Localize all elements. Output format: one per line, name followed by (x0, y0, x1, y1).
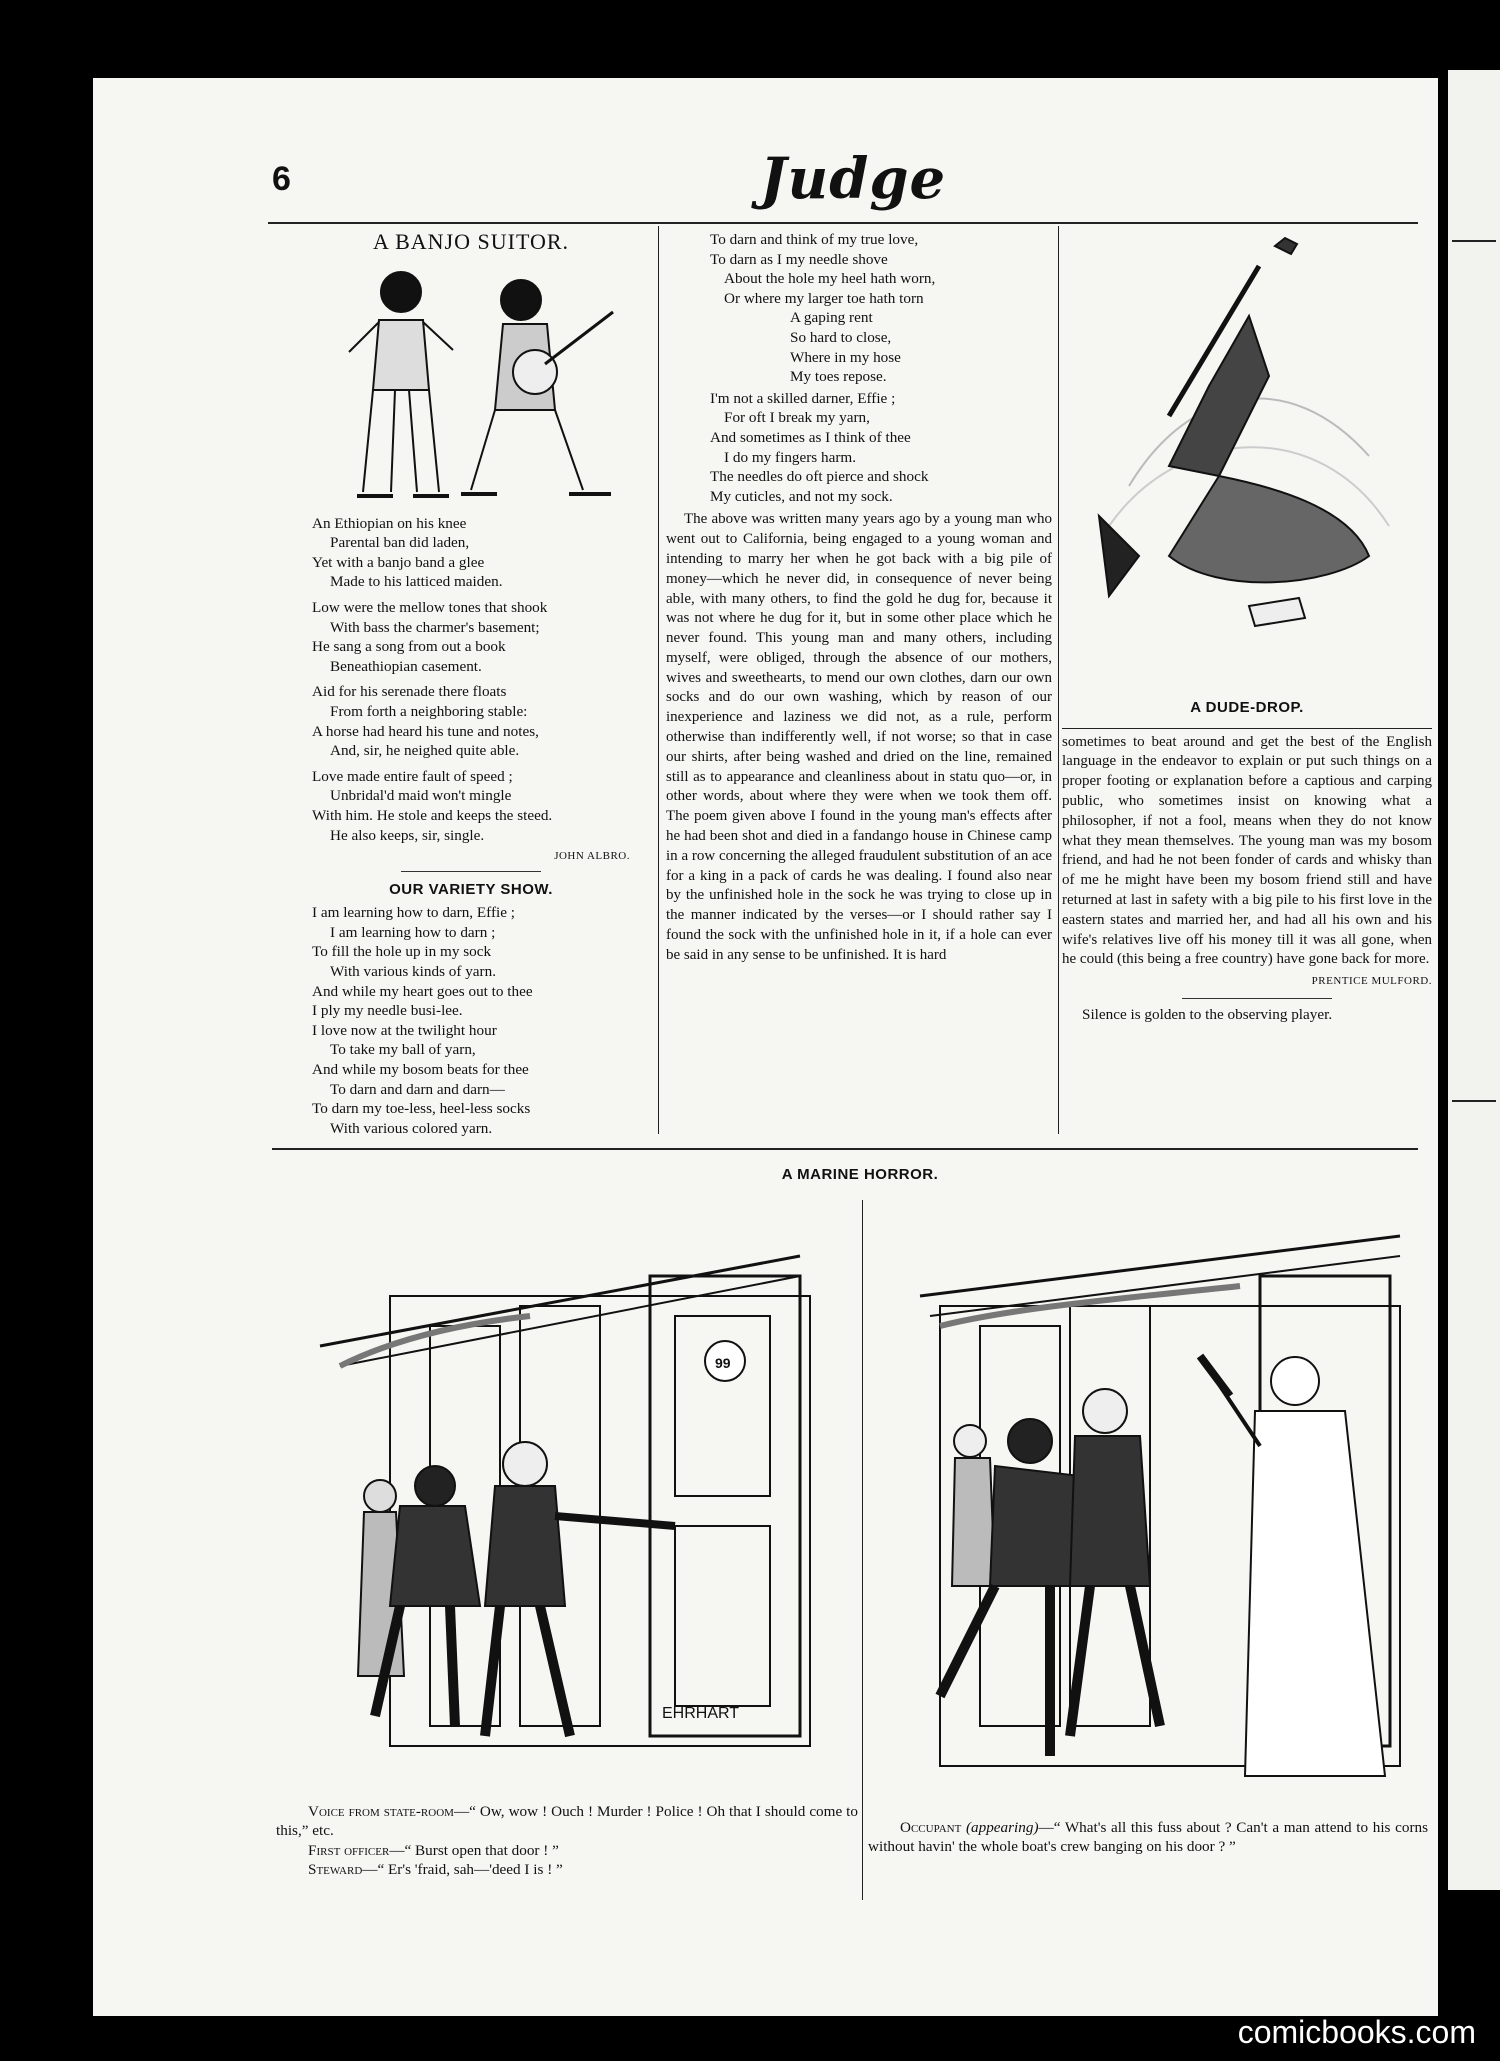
poem-line: Made to his latticed maiden. (330, 573, 503, 591)
banjo-illustration (321, 260, 621, 508)
poem-line: To take my ball of yarn, (330, 1041, 476, 1059)
banjo-author: JOHN ALBRO. (554, 850, 630, 863)
masthead: Judge (760, 146, 947, 212)
poem-line: My cuticles, and not my sock. (710, 487, 893, 505)
poem-line: I do my fingers harm. (724, 448, 857, 466)
panel-divider (862, 1200, 863, 1900)
caption-text: —“ Ow, wow ! Ouch ! Murder ! Police ! Oh that I should come to this,” etc. (276, 1803, 858, 1840)
poem-line: I love now at the twilight hour (312, 1021, 497, 1039)
poem-line: And while my bosom beats for thee (312, 1061, 529, 1079)
poem-line: He also keeps, sir, single. (330, 826, 485, 844)
poem-line: A horse had heard his tune and notes, (312, 722, 539, 740)
poem-line: To darn and darn and darn— (330, 1080, 505, 1098)
stage-direction: (appearing) (965, 1819, 1039, 1836)
poem-line: A gaping rent (790, 309, 873, 327)
poem-line: And, sir, he neighed quite able. (330, 742, 520, 760)
poem-line: Low were the mellow tones that shook (312, 598, 548, 616)
speaker-label: Occupant (900, 1819, 962, 1836)
banjo-title: A BANJO SUITOR. (372, 229, 570, 254)
caption-text: —“ Er's 'fraid, sah—'deed I is ! ” (362, 1861, 563, 1879)
door-number: 99 (715, 1355, 731, 1371)
column-middle (666, 230, 1052, 966)
quip: Silence is golden to the observing player. (1082, 1005, 1333, 1023)
page-number: 6 (272, 160, 291, 198)
poem-line: I am learning how to darn ; (330, 923, 496, 941)
poem-line: With various colored yarn. (330, 1119, 493, 1137)
poem-line: I ply my needle busi-lee. (312, 1002, 463, 1020)
caption-text: —“ What's all this fuss about ? Can't a man attend to his corns without havin' the whole boat's crew banging on his door ? ” (868, 1819, 1429, 1856)
poem-line: Unbridal'd maid won't mingle (330, 787, 512, 805)
marine-caption-left (276, 1802, 858, 1880)
divider (401, 871, 541, 872)
poem-line: Or where my larger toe hath torn (724, 289, 924, 307)
poem-line: To darn my toe-less, heel-less socks (312, 1100, 531, 1118)
poem-line: Where in my hose (790, 348, 901, 366)
variety-title: OUR VARIETY SHOW. (389, 880, 553, 898)
poem-line: An Ethiopian on his knee (312, 514, 467, 532)
poem-line: The needles do oft pierce and shock (710, 468, 929, 486)
speaker-label: Steward (308, 1861, 363, 1879)
poem-line: And while my heart goes out to thee (312, 982, 533, 1000)
poem-line: To fill the hole up in my sock (312, 943, 492, 961)
dude-drop-cartoon (1069, 226, 1425, 696)
poem-line: To darn and think of my true love, (710, 231, 919, 248)
right-prose: sometimes to beat around and get the best of the English language in the endeavor to explain or put such things on a proper footing or explanation before a captious and carping public, who sometimes insist on knowing what a philosopher, if not a fool, means when they do not know what they mean themselves. The young man was my bosom friend, and had he not been fonder of cards and whisky than of me he might have been my bosom friend still and have returned at last in safety with a big pile to his first love in the eastern states and married her, and had all his own and his wife's relatives live off his money till it was all gone, when he could (this being a free country) have gone back for more. (1062, 733, 1432, 968)
poem-line: Aid for his serenade there floats (312, 683, 507, 701)
mulford-author: PRENTICE MULFORD. (1311, 975, 1432, 988)
poem-line: With various kinds of yarn. (330, 963, 497, 981)
poem-line: Beneathiopian casement. (330, 657, 482, 675)
middle-prose: The above was written many years ago by a young man who went out to California, being engaged to a young woman and intending to marry her when he got back with a big pile of money—which he never did, in consequence of never being able, with many others, to find the gold he dug for, because it was not where he dug for it, but in some other place which he never found. This young man and many others, including myself, were obliged, through the absence of our mothers, wives and sweethearts, to mend our own clothes, darn our own socks and do our own washing, which by reason of our inexperience and laziness we did not, as a rule, perform otherwise than indifferently well, if not worse; so that in case our shirts, after being washed and dried on the line, remained still as to appearance and cleanliness about in statu quo—or, in other words, about where they were when we took them off. The poem given above I found in the young man's effects after he had been shot and died in a fandango house in Chinese camp in a row concerning the alleged fraudulent substitution of an ace for a king in a pack of cards he was dealing. I found also near by the unfinished hole in the sock he was trying to close up in the manner indicated by the verses—or I should rather say I found the sock with the unfinished hole in it, if a hole can ever be said in any sense to be unfinished. It is hard (666, 511, 1052, 963)
poem-line: My toes repose. (790, 368, 887, 386)
speaker-label: First officer (308, 1841, 390, 1859)
divider (1182, 998, 1332, 999)
divider (1062, 728, 1432, 729)
poem-line: To darn as I my needle shove (710, 250, 888, 268)
poem-line: He sang a song from out a book (312, 638, 506, 656)
watermark: comicbooks.com (1237, 2014, 1476, 2050)
poem-line: From forth a neighboring stable: (330, 702, 528, 720)
section-rule (272, 1148, 1418, 1150)
poem-line: About the hole my heel hath worn, (724, 270, 936, 288)
header-rule (268, 222, 1418, 224)
artist-signature: EHRHART (662, 1705, 740, 1722)
marine-title: A MARINE HORROR. (781, 1166, 939, 1183)
poem-line: And sometimes as I think of thee (710, 428, 911, 446)
dude-drop-caption: A DUDE-DROP. (1190, 699, 1304, 716)
poem-line: So hard to close, (790, 328, 892, 346)
caption-text: —“ Burst open that door ! ” (389, 1841, 559, 1859)
poem-line: With him. He stole and keeps the steed. (312, 806, 553, 824)
poem-line: I'm not a skilled darner, Effie ; (710, 389, 896, 407)
poem-line: For oft I break my yarn, (724, 409, 870, 427)
poem-line: Yet with a banjo band a glee (312, 553, 485, 571)
marine-panel-left (280, 1196, 850, 1766)
poem-line: Love made entire fault of speed ; (312, 767, 513, 785)
column-left (312, 229, 630, 1138)
poem-line: With bass the charmer's basement; (330, 618, 540, 636)
column-rule-1 (658, 226, 659, 1134)
marine-panel-right (900, 1196, 1425, 1796)
poem-line: Parental ban did laden, (330, 534, 470, 552)
adjacent-page-edge (1448, 70, 1500, 1890)
column-rule-2 (1058, 226, 1059, 1134)
column-right (1062, 226, 1432, 1024)
marine-caption-right (868, 1818, 1428, 1857)
speaker-label: Voice from state-room (308, 1803, 454, 1820)
poem-line: I am learning how to darn, Effie ; (312, 904, 515, 922)
